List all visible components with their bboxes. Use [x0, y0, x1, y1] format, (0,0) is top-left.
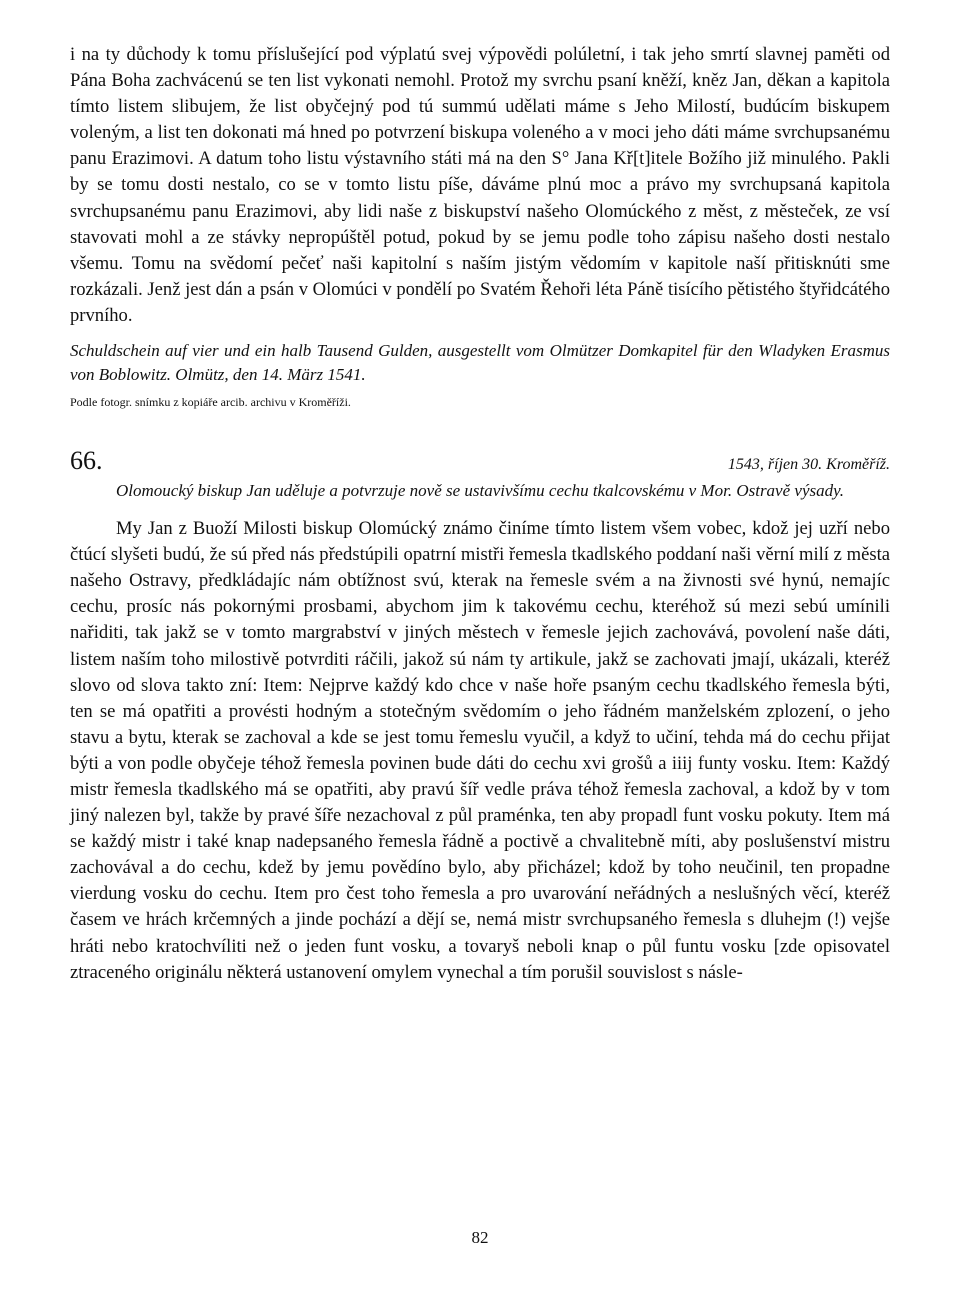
- document-number: 66.: [70, 446, 103, 476]
- document-date-place: 1543, říjen 30. Kroměříž.: [727, 456, 890, 474]
- page-number: 82: [471, 1228, 489, 1247]
- document-regest: Olomoucký biskup Jan uděluje a potvrzuje nově se ustavivšímu cechu tkalcovskému v Mor. Ostravě výsady.: [116, 481, 844, 501]
- document-body-text: My Jan z Buoží Milosti biskup Olomúcký známo činíme tímto listem všem vobec, kdož jej uzří nebo čtúcí slyšeti budú, že sú před nás předstúpili opatrní mistři řemesla tkadlského poddaní naši věrní milí z města našeho Ostravy, předkládajíc nám obtížnost svú, kterak na řemesle svém a na živnosti své hynú, nemajíc cechu, prosíc nás pokornými prosbami, abychom jim k takovému cechu, kteréhož sú mezi sebú umínili nařiditi, tak jakž se v tomto margrabství v jiných městech v řemesle jejich zachovává, povolení naše dáti, listem naším toho milostivě potvrditi ráčili, jakož sú nám ty artikule, jakž se zachovati jmají, ukázali, kteréž slovo od slova takto zní: Item: Nejprve každý kdo chce v naše hoře psaným cechu tkadlského řemesla býti, ten se má opatřiti a provésti hodným a stotečným svědomím o jeho řádném manželském zplození, o jeho stavu a bytu, kterak se zachoval a kde se jest tomu řemeslu vyučil, a když to učiní, tehda má do cechu přijat býti a von podle obyčeje téhož řemesla povinen bude dáti do cechu xvi grošů a iiij funty vosku. Item: Každý mistr řemesla tkadlského má se opatřiti, aby pravú šíř vedle práva téhož řemesla zachoval, a kdož by v tom jiný nalezen byl, takže by pravé šíře nezachoval z půl praménka, ten aby propadl funt vosku pokuty. Item má se každý mistr i také knap nadepsaného řemesla řádně a poctivě a chvalitebně míti, aby poslušenství mistru zachovával a do cechu, kdež by jemu povědíno bylo, aby přicházel; kdož by toho neučinil, ten propadne vierdung vosku do cechu. Item pro čest toho řemesla a pro uvarování neřádných a neslušných věcí, kteréž časem ve hrách krčemných a jinde pochází a dějí se, nemá mistr svrchupsaného řemesla s dluhejm (!) vejše hráti nebo kratochvíliti než o jeden funt vosku, a tovaryš neboli knap o půl funtu vosku [zde opisovatel ztraceného originálu některá ustanovení omylem vynechal a tím porušil souvislost s násle-: [70, 518, 890, 983]
- document-header: [70, 446, 890, 476]
- page-content: [70, 42, 890, 986]
- document-body: [70, 516, 890, 986]
- source-note: Podle fotogr. snímku z kopiáře arcib. archivu v Kroměříži.: [70, 395, 351, 410]
- continuation-paragraph: i na ty důchody k tomu příslušející pod výplatú svej výpovědi polúletní, i tak jeho smrtí slavnej paměti od Pána Boha zachvácenú se ten list vykonati nemohl. Protož my svrchu psaní kněží, kněz Jan, děkan a kapitola tímto listem slibujem, že list obyčejný pod tú summú udělati máme s Jeho Milostí, budúcím biskupem voleným, a list ten dokonati má hned po potvrzení biskupa voleného a v moci jeho dáti máme svrchupsanému panu Erazimovi. A datum toho listu výstavního státi má na den S° Jana Kř[t]itele Božího již minulého. Pakli by se tomu dosti nestalo, co se v tomto listu píše, dáváme plnú moc a právo my svrchupsaná kapitola svrchupsanému panu Erazimovi, aby lidi naše z biskupství našeho Olomúckého z měst, z městeček, ze vsí stavovati mohl a ze stávky nepropúštěl potud, pokud by se jemu podle toho zápisu našeho dosti nestalo všemu. Tomu na svědomí pečeť naši kapitolní s naším jistým vědomím v kapitole naší přitisknúti sme rozkázali. Jenž jest dán a psán v Olomúci v pondělí po Svatém Řehoři léta Páně tisícího pětistého štyřidcátého prvního.: [70, 44, 890, 326]
- german-summary: Schuldschein auf vier und ein halb Tausend Gulden, ausgestellt vom Olmützer Domkapitel für den Wladyken Erasmus von Boblowitz. Olmütz, den 14. März 1541.: [70, 341, 890, 385]
